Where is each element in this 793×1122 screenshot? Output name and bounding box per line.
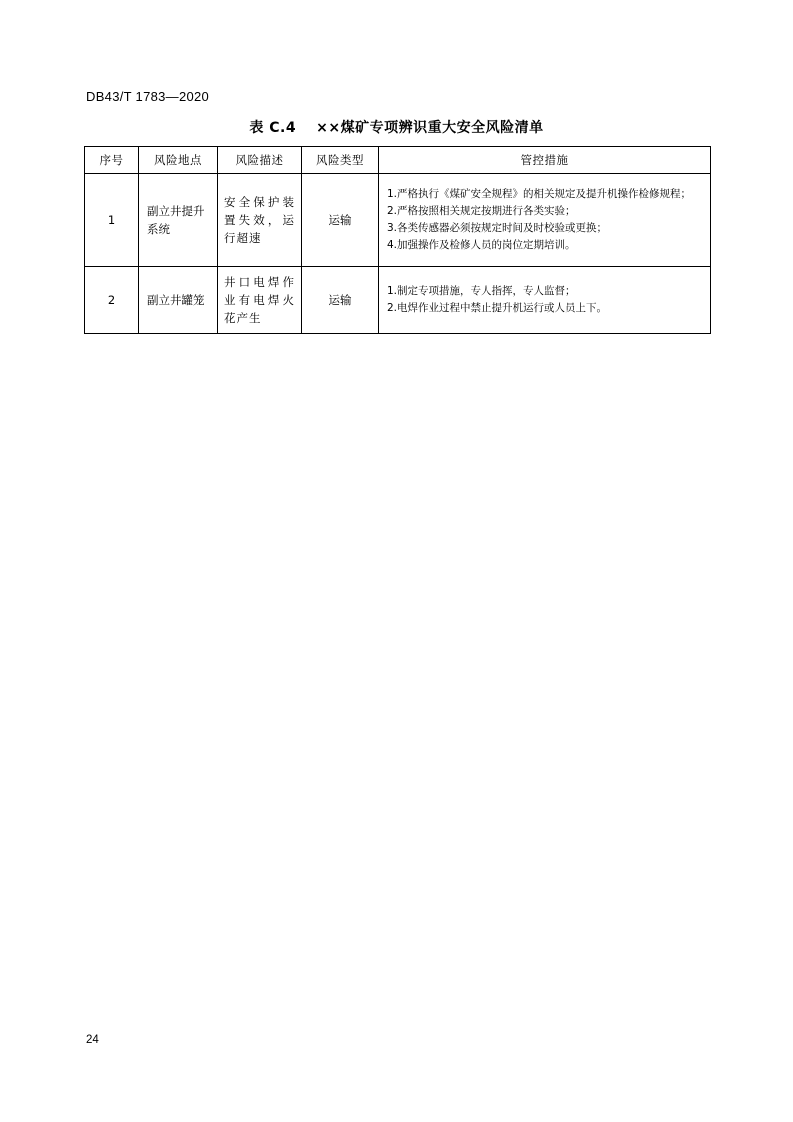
cell-measures <box>379 174 711 267</box>
measure-item: 1.制定专项措施，专人指挥，专人监督； <box>387 285 576 297</box>
column-header-no: 序号 <box>85 147 139 174</box>
cell-no: 2 <box>85 267 139 334</box>
column-header-description: 风险描述 <box>218 147 302 174</box>
table-header-row <box>85 147 711 174</box>
risk-list-table <box>84 146 711 334</box>
measure-item: 3.各类传感器必须按规定时间及时校验或更换； <box>387 222 608 234</box>
cell-description: 安全保护装置失效，运行超速 <box>218 174 302 267</box>
cell-description: 井口电焊作业有电焊火花产生 <box>218 267 302 334</box>
table-row <box>85 267 711 334</box>
standard-code: DB43/T 1783—2020 <box>86 89 210 104</box>
cell-type: 运输 <box>302 267 379 334</box>
column-header-location: 风险地点 <box>139 147 218 174</box>
measure-item: 4.加强操作及检修人员的岗位定期培训。 <box>387 239 576 251</box>
column-header-type: 风险类型 <box>302 147 379 174</box>
cell-location: 副立井提升系统 <box>139 174 218 267</box>
table-title <box>0 117 793 137</box>
column-header-measures: 管控措施 <box>379 147 711 174</box>
table-title-number: 表 C.4 <box>249 120 297 136</box>
measure-item: 1.严格执行《煤矿安全规程》的相关规定及提升机操作检修规程； <box>387 188 692 200</box>
cell-measures <box>379 267 711 334</box>
cell-no: 1 <box>85 174 139 267</box>
table-row <box>85 174 711 267</box>
cell-location: 副立井罐笼 <box>139 267 218 334</box>
cell-type: 运输 <box>302 174 379 267</box>
measure-item: 2.严格按照相关规定按期进行各类实验； <box>387 205 576 217</box>
table-title-text: ××煤矿专项辨识重大安全风险清单 <box>316 120 544 136</box>
measure-item: 2.电焊作业过程中禁止提升机运行或人员上下。 <box>387 302 608 314</box>
page-number: 24 <box>86 1034 99 1046</box>
